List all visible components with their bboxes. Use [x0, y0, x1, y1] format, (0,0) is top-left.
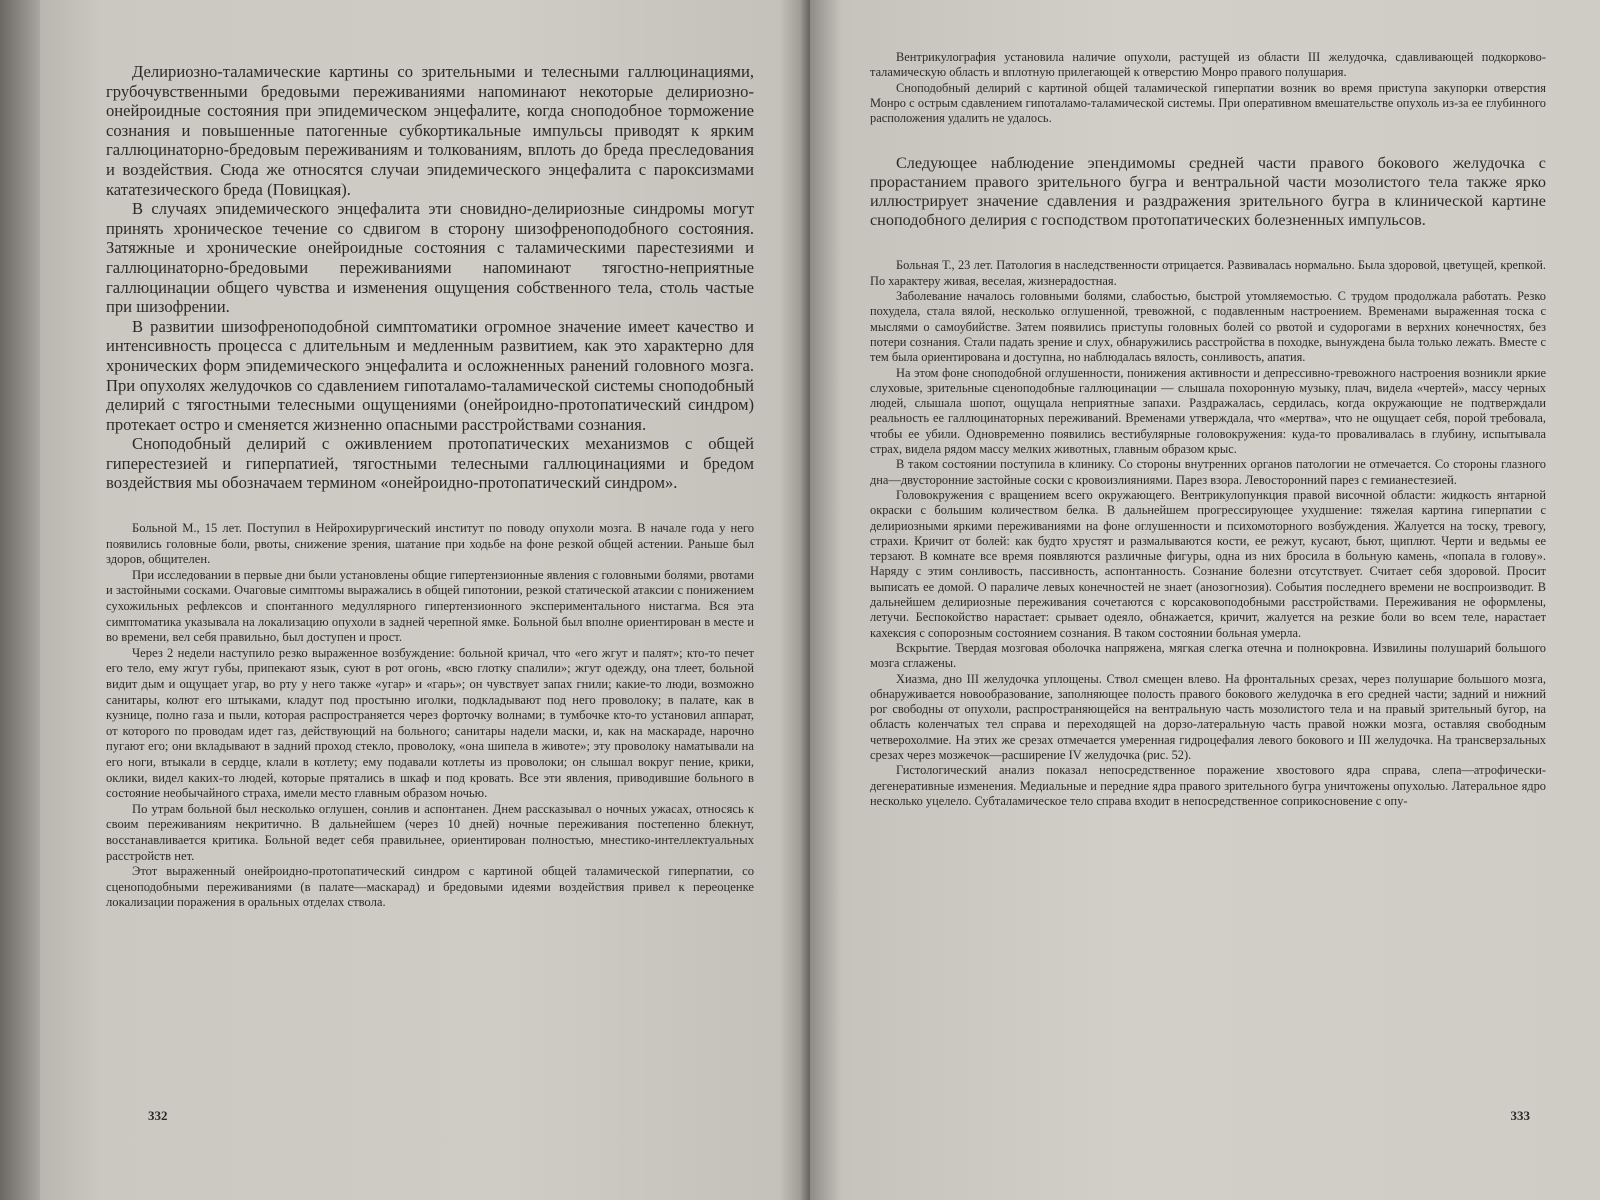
case-paragraph: Вентрикулография установила наличие опухоли, растущей из области III желудочка, сдавливающей подкорково-таламическую область и вплотную прилегающей к отверстию Монро правого полушария.	[870, 50, 1546, 80]
case-paragraph: По утрам больной был несколько оглушен, сонлив и аспонтанен. Днем рассказывал о ночных ужасах, относясь к своим переживаниям некритично. В дальнейшем (через 10 дней) ночные переживания постепенно блекнут, восстанавливается критика. Больной ведет себя правильнее, ориентирован полностью, мнестико-интеллектуальных расстройств нет.	[106, 801, 754, 863]
case-paragraph: При исследовании в первые дни были установлены общие гипертензионные явления с головными болями, рвотами и застойными сосками. Очаговые симптомы выражались в общей гипотонии, резкой статической атаксии с понижением сухожильных рефлексов и спонтанного медуллярного гипертензионного экспериментального нистагма. Вся эта симптоматика указывала на локализацию опухоли в задней черепной ямке. Больной был вполне ориентирован в месте и во времени, вел себя правильно, был доступен и прост.	[106, 567, 754, 645]
page-number-right: 333	[1510, 1108, 1530, 1123]
case-paragraph: Гистологический анализ показал непосредственное поражение хвостового ядра справа, слепа—атрофически-дегенеративные изменения. Медиальные и передние ядра правого зрительного бугра уничтожены опухолью. Латеральное ядро несколько уцелело. Субталамическое тело справа входит в непосредственное соприкосновение с опу-	[870, 763, 1546, 808]
case-paragraph: Вскрытие. Твердая мозговая оболочка напряжена, мягкая слегка отечна и полнокровна. Извилины полушарий большого мозга сглажены.	[870, 640, 1546, 671]
case-paragraph: Больная Т., 23 лет. Патология в наследственности отрицается. Развивалась нормально. Была здоровой, цветущей, крепкой. По характеру живая, веселая, жизнерадостная.	[870, 258, 1546, 288]
left-paragraph: В развитии шизофреноподобной симптоматики огромное значение имеет качество и интенсивность процесса с длительным и медленным развитием, как это характерно для хронических форм эпидемического энцефалита и осложненных ранений головного мозга. При опухолях желудочков со сдавлением гипоталамо-таламической системы сноподобный делирий с тягостными телесными ощущениями (онейроидно-протопатический синдром) протекает остро и сменяется жизненно опасными расстройствами сознания.	[106, 316, 754, 434]
right-main-text	[870, 154, 1546, 230]
page-number-left: 332	[148, 1108, 168, 1123]
case-paragraph: Сноподобный делирий с картиной общей таламической гиперпатии возник во время приступа закупорки отверстия Монро с острым сдавлением гипоталамо-таламической системы. При оперативном вмешательстве опухоль из-за ее глубинного расположения удалить не удалось.	[870, 80, 1546, 126]
case-paragraph: Хиазма, дно III желудочка уплощены. Ствол смещен влево. На фронтальных срезах, через полушарие большого мозга, обнаруживается новообразование, заполняющее полость правого бокового желудочка в его средней части; задний и нижний рог свободны от опухоли, распространяющейся на вентральную часть мозолистого тела и на правый зрительный бугор, на область коленчатых тел справа и переходящей на дорзо-латеральную часть правой ножки мозга, оставляя свободным четверохолмие. На этих же срезах отмечается умеренная гидроцефалия левого бокового и III желудочка. На трансверзальных срезах через мозжечок—расширение IV желудочка (рис. 52).	[870, 671, 1546, 762]
case-paragraph: Больной М., 15 лет. Поступил в Нейрохирургический институт по поводу опухоли мозга. В начале года у него появились головные боли, рвоты, снижение зрения, шатание при ходьбе на фоне резкой общей астении. Раньше был здоров, общителен.	[106, 521, 754, 567]
case-paragraph: В таком состоянии поступила в клинику. Со стороны внутренних органов патологии не отмечается. Со стороны глазного дна—двусторонние застойные соски с кровоизлияниями. Парез взора. Левосторонний парез с гемианестезией.	[870, 457, 1546, 487]
left-main-text	[106, 62, 754, 493]
left-case-text	[106, 521, 754, 911]
left-paragraph: Делириозно-таламические картины со зрительными и телесными галлюцинациями, грубочувственными бредовыми переживаниями напоминают некоторые делириозно-онейроидные состояния при эпидемическом энцефалите, когда сноподобное торможение сознания и повышенные патогенные субкортикальные импульсы приводят к ярким галлюцинаторно-бредовым переживаниям и толкованиям, вплоть до бреда преследования и воздействия. Сюда же относятся случаи эпидемического энцефалита с пароксизмами кататезического бреда (Повицкая).	[106, 62, 754, 199]
left-paragraph: В случаях эпидемического энцефалита эти сновидно-делириозные синдромы могут принять хроническое течение со сдвигом в сторону шизофреноподобного состояния. Затяжные и хронические онейроидные состояния с таламическими парестезиями и галлюцинаторно-бредовыми переживаниями напоминают тягостно-неприятные галлюцинации общего чувства и изменения ощущения собственного тела, столь частые при шизофрении.	[106, 199, 754, 317]
case-paragraph: Головокружения с вращением всего окружающего. Вентрикулопункция правой височной области: жидкость янтарной окраски с большим количеством белка. В дальнейшем прогрессирующее ухудшение: тяжелая картина гиперпатии с делириозными яркими переживаниями на фоне оглушенности и психомоторного возбуждения. Жалуется на тоску, тревогу, страхи. Кричит от болей: как будто хрустят и размалываются кости, ее режут, кусают, бьют, щиплют. Черти и ведьмы ее терзают. В комнате все время появляются различные фигуры, одна из них бросила в больную камень, «попала в голову». Наряду с этим сонливость, пассивность, аспонтанность. Сознание болезни отсутствует. Считает себя здоровой. Просит выписать ее домой. О параличе левых конечностей не знает (анозогнозия). События последнего времени не воспроизводит. В дальнейшем делириозные переживания сочетаются с корсаковоподобными расстройствами. Переживания не оформлены, летучи. Беспокойство нарастает: срывает одеяло, обнажается, кричит, жалуется на резкие боли во всем теле, нарастает кахексия с сопорозным состоянием сознания. В таком состоянии больная умерла.	[870, 487, 1546, 640]
right-paragraph: Следующее наблюдение эпендимомы средней части правого бокового желудочка с прорастанием правого зрительного бугра и вентральной части мозолистого тела также ярко иллюстрирует значение сдавления и раздражения зрительного бугра в клинической картине сноподобного делирия с господством протопатических болезненных импульсов.	[870, 154, 1546, 230]
left-page	[40, 0, 810, 1200]
case-paragraph: Через 2 недели наступило резко выраженное возбуждение: больной кричал, что «его жгут и палят»; кто-то печет его тело, ему жгут губы, припекают язык, суют в рот огонь, «всю глотку спалили»; жгут одежду, она тлеет, больной видит дым и ощущает угар, во рту у него также «угар» и «гарь»; он чувствует запах гнили; какие-то люди, возможно санитары, колют его штыками, кладут под простыню иголки, подкладывают под него проволоку; в палате, как в кузнице, полно газа и пыли, которая распространяется через форточку волнами; в тумбочке кто-то установил аппарат, от которого по проводам идет газ, действующий на больного; санитары надели маски, и, как на маскараде, нарочно пугают его; они вкладывают в задний проход стекло, проволоку, «она шипела в животе»; эту проволоку наматывали на его ноги, втыкали в сердце, клали в котлету; ему подавали котлеты из проволоки; он слышал вокруг пение, крики, оклики, видел каких-то людей, которые прятались в шкаф и под кровать. Все эти явления, приводившие больного в состояние необычайного страха, имели место главным образом ночью.	[106, 645, 754, 801]
right-page	[810, 0, 1600, 1200]
case-paragraph: Заболевание началось головными болями, слабостью, быстрой утомляемостью. С трудом продолжала работать. Резко похудела, стала вялой, несколько оглушенной, тревожной, с подавленным настроением. Временами выраженная тоска с мыслями о самоубийстве. Затем появились приступы головных болей со рвотой и судорогами в верхних конечностях, без потери сознания. Стали падать зрение и слух, обнаружились расстройства в походке, вынуждена была только лежать. Вместе с тем была ориентирована и доступна, но наблюдалась вялость, сонливость, апатия.	[870, 289, 1546, 365]
left-paragraph: Сноподобный делирий с оживлением протопатических механизмов с общей гиперестезией и гиперпатией, тягостными телесными галлюцинациями и бредом воздействия мы обозначаем термином «онейроидно-протопатический синдром».	[106, 434, 754, 493]
right-top-text	[870, 50, 1546, 126]
case-paragraph: На этом фоне сноподобной оглушенности, понижения активности и депрессивно-тревожного настроения возникли яркие слуховые, зрительные сценоподобные галлюцинации — слышала похоронную музыку, плач, видела «чертей», массу черных людей, слышала шопот, ощущала неприятные запахи. Раздражалась, сердилась, когда окружающие не подтверждали реальность ее галлюцинаторных переживаний. Временами утверждала, что «мертва», что не ощущает себя, порой требовала, чтобы ее убили. Одновременно появились вестибулярные головокружения: куда-то проваливалась в глубину, испытывала страх, видела рядом массу мелких животных, главным образом крыс.	[870, 365, 1546, 457]
case-paragraph: Этот выраженный онейроидно-протопатический синдром с картиной общей таламической гиперпатии, со сценоподобными переживаниями (в палате—маскарад) и бредовыми идеями воздействия привел к переоценке локализации поражения в оральных отделах ствола.	[106, 864, 754, 910]
right-case-text	[870, 258, 1546, 809]
